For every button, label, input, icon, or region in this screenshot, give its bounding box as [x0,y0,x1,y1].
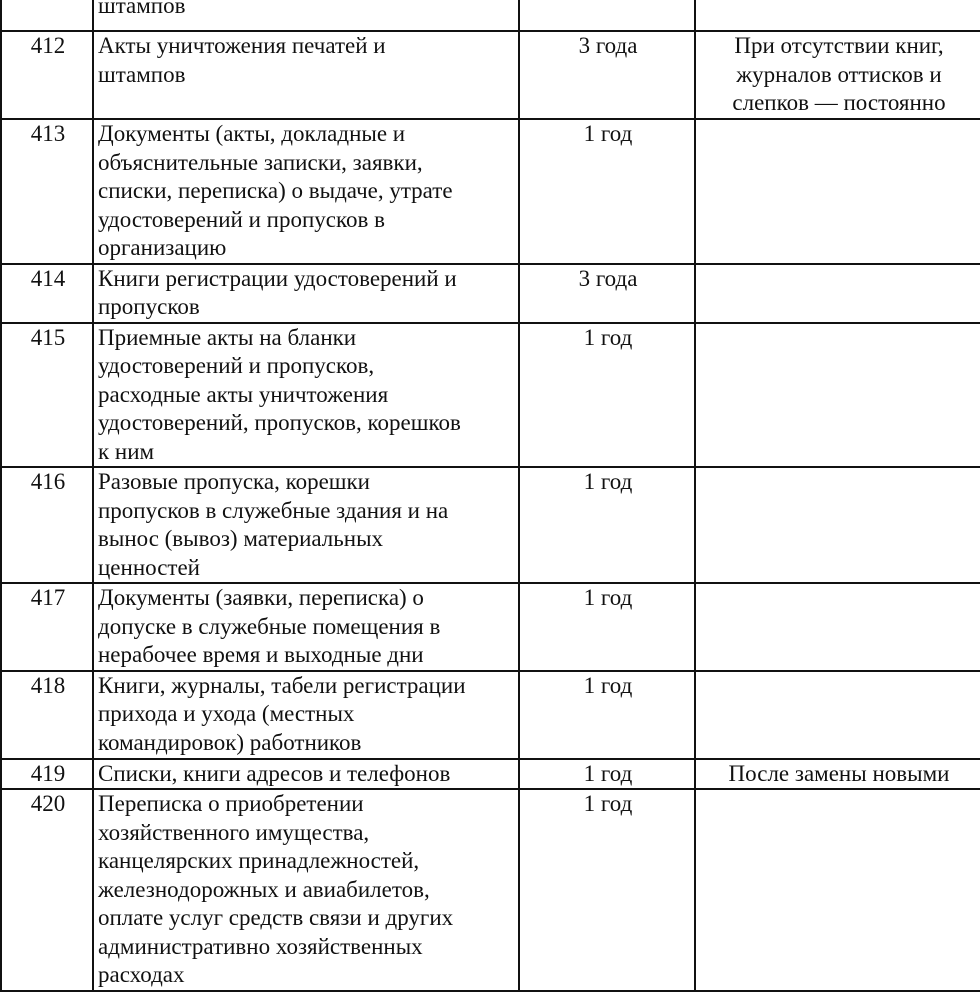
document-description: Книги регистрации удостоверений и пропусков [93,264,519,323]
document-description: Переписка о приобретении хозяйственного имущества, канцелярских принадлежностей, железнодорожных и авиабилетов, оплате услуг средств связи и других административно хозяйственных расходах [93,789,519,991]
document-description: Списки, книги адресов и телефонов [93,759,519,790]
item-number: 414 [1,264,93,323]
table-row [1,0,980,31]
table-row [1,789,980,991]
table-row [1,671,980,759]
table-row [1,759,980,790]
table-row [1,467,980,583]
item-number: 420 [1,789,93,991]
retention-note [695,0,980,31]
retention-term: 1 год [519,119,695,264]
table-row [1,264,980,323]
retention-note: После замены новыми [695,759,980,790]
table-row [1,323,980,468]
item-number: 416 [1,467,93,583]
retention-term: 1 год [519,759,695,790]
retention-note: При отсутствии книг, журналов оттисков и слепков — постоянно [695,31,980,119]
document-description: Документы (заявки, переписка) о допуске в служебные помещения в нерабочее время и выходные дни [93,583,519,671]
retention-term: 1 год [519,671,695,759]
document-description: штампов [93,0,519,31]
retention-note [695,323,980,468]
item-number: 418 [1,671,93,759]
retention-note [695,119,980,264]
document-description: Приемные акты на бланки удостоверений и пропусков, расходные акты уничтожения удостоверений, пропусков, корешков к ним [93,323,519,468]
retention-note [695,467,980,583]
retention-term [519,0,695,31]
table-row [1,119,980,264]
item-number: 419 [1,759,93,790]
item-number [1,0,93,31]
table-row [1,583,980,671]
document-description: Документы (акты, докладные и объяснительные записки, заявки, списки, переписка) о выдаче, утрате удостоверений и пропусков в организацию [93,119,519,264]
retention-term: 1 год [519,323,695,468]
table-row [1,31,980,119]
retention-term: 1 год [519,467,695,583]
item-number: 415 [1,323,93,468]
retention-term: 3 года [519,264,695,323]
document-description: Акты уничтожения печатей и штампов [93,31,519,119]
retention-term: 1 год [519,789,695,991]
item-number: 417 [1,583,93,671]
item-number: 413 [1,119,93,264]
retention-note [695,264,980,323]
retention-note [695,671,980,759]
retention-note [695,583,980,671]
document-description: Книги, журналы, табели регистрации прихода и ухода (местных командировок) работников [93,671,519,759]
retention-note [695,789,980,991]
retention-term: 1 год [519,583,695,671]
retention-term: 3 года [519,31,695,119]
item-number: 412 [1,31,93,119]
document-description: Разовые пропуска, корешки пропусков в служебные здания и на вынос (вывоз) материальных ценностей [93,467,519,583]
